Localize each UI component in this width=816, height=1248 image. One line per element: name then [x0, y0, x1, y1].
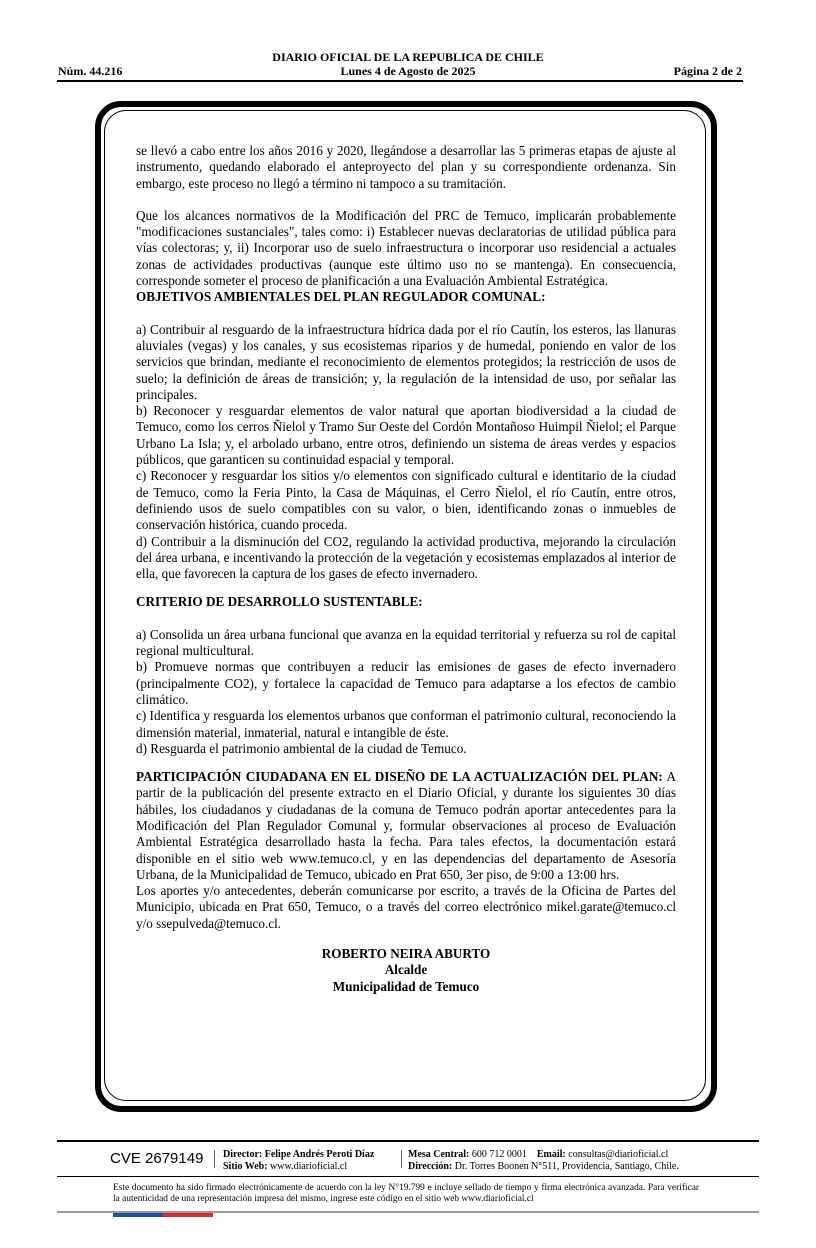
- director-name: Felipe Andrés Peroti Díaz: [264, 1149, 375, 1160]
- footer-rule-secondary: [57, 1176, 759, 1177]
- criterion-d: d) Resguarda el patrimonio ambiental de la ciudad de Temuco.: [136, 740, 467, 756]
- footer-rule: [57, 1140, 759, 1142]
- paragraph-intro: se llevó a cabo entre los años 2016 y 2020, llegándose a desarrollar las 5 primeras etapas de ajuste al instrumento, quedando elaborado el anteproyecto del plan y su correspondiente ordenanza. Sin embargo, este proceso no llegó a término ni tampoco a su tramitación.: [136, 143, 676, 191]
- participacion-text: A partir de la publicación del presente extracto en el Diario Oficial, y durante los siguientes 30 días hábiles, los ciudadanos y ciudadanas de la comuna de Temuco podrán aportar antecedentes para la Modificación del Plan Regulador Comunal y, formular observaciones al proceso de Evaluación Ambiental Estratégica desarrollado hasta la fecha. Para tales efectos, la documentación estará disponible en el sitio web www.temuco.cl, y en las dependencias del departamento de Asesoría Urbana, de la Municipalidad de Temuco, ubicado en Prat 650, 3er piso, de 9:00 a 13:00 hrs.: [136, 769, 677, 882]
- paragraph-participacion: [136, 769, 676, 883]
- director-label: Director:: [223, 1149, 263, 1160]
- footer-divider: [401, 1150, 402, 1168]
- signature-block: [136, 946, 676, 995]
- mesa-label: Mesa Central:: [408, 1149, 470, 1160]
- paragraph-aportes: Los aportes y/o antecedentes, deberán comunicarse por escrito, a través de la Oficina de Partes del Municipio, ubicada en Prat 650, Temuco, o a través del correo electrónico mikel.garate@temuco.cl y/o ssepulveda@temuco.cl.: [136, 883, 676, 931]
- issue-date: Lunes 4 de Agosto de 2025: [340, 64, 476, 78]
- page-indicator: Página 2 de 2: [673, 64, 742, 78]
- heading-criterio: CRITERIO DE DESARROLLO SUSTENTABLE:: [136, 594, 423, 610]
- signer-name: ROBERTO NEIRA ABURTO: [321, 946, 491, 962]
- objective-c: c) Reconocer y resguardar los sitios y/o elementos con significado cultural e identitario de la ciudad de Temuco, como la Feria Pinto, la Casa de Máquinas, el Cerro Ñielol, el río Cautín, entre otros, definiendo usos de suelo compatibles con su valor, o bien, identificando zonas o inmuebles de conservación histórica, cuando proceda.: [136, 468, 676, 533]
- heading-participacion: PARTICIPACIÓN CIUDADANA EN EL DISEÑO DE LA ACTUALIZACIÓN DEL PLAN:: [136, 769, 663, 785]
- criterion-b: b) Promueve normas que contribuyen a reducir las emisiones de gases de efecto invernadero (principalmente CO2), y fortalece la capacidad de Temuco para adaptarse a los efectos de cambio climático.: [136, 659, 676, 707]
- document-body: [136, 143, 676, 995]
- address-label: Dirección:: [408, 1160, 453, 1172]
- legal-notice: Este documento ha sido firmado electrónicamente de acuerdo con la ley N°19.799 e incluye sellado de tiempo y firma electrónica avanzada. Para verificar la autenticidad de una representación impresa del mismo, ingrese este código en el sitio web www.diarioficial.cl: [113, 1183, 699, 1204]
- web-label: Sitio Web:: [223, 1160, 268, 1172]
- objective-d: d) Contribuir a la disminución del CO2, regulando la actividad productiva, mejorando la circulación del área urbana, e incentivando la protección de la vegetación y ecosistemas emplazados al interior de ella, que favorecen la captura de los gases de efecto invernadero.: [136, 533, 676, 582]
- signer-role: Alcalde: [384, 962, 428, 978]
- flag-blue-bar: [113, 1213, 163, 1217]
- newspaper-title: DIARIO OFICIAL DE LA REPUBLICA DE CHILE: [272, 50, 544, 64]
- flag-red-bar: [163, 1213, 213, 1217]
- paragraph-alcances: Que los alcances normativos de la Modificación del PRC de Temuco, implicarán probablemente "modificaciones sustanciales", tales como: i) Establecer nuevas declaratorias de utilidad pública para vías colectoras; y, ii) Incorporar uso de suelo infraestructura o incorporar uso residencial a actuales zonas de actividades productivas (aunque este último uso no se mantenga). En consecuencia, corresponde someter el proceso de planificación a una Evaluación Ambiental Estratégica.: [136, 207, 676, 289]
- email-link[interactable]: consultas@diarioficial.cl: [568, 1149, 669, 1160]
- address-value: Dr. Torres Boonen N°511, Providencia, Santiago, Chile.: [454, 1160, 679, 1172]
- signer-organization: Municipalidad de Temuco: [332, 978, 480, 994]
- footer-divider: [214, 1150, 215, 1168]
- heading-objetivos: OBJETIVOS AMBIENTALES DEL PLAN REGULADOR COMUNAL:: [136, 289, 546, 305]
- issue-number: Núm. 44.216: [58, 64, 123, 78]
- web-link[interactable]: www.diarioficial.cl: [270, 1160, 348, 1172]
- criterion-a: a) Consolida un área urbana funcional que avanza en la equidad territorial y refuerza su rol de capital regional multicultural.: [136, 626, 676, 659]
- header-rule: [57, 80, 743, 82]
- footer-contact-block: [408, 1149, 679, 1172]
- objective-a: a) Contribuir al resguardo de la infraestructura hídrica dada por el río Cautín, los esteros, las llanuras aluviales (vegas) y los canales, y sus ecosistemas riparios y de humedal, poniendo en valor de los servicios que brindan, mediante el reconocimiento de elementos protegidos; la restricción de usos de suelo; la definición de áreas de transición; y, la regulación de la intensidad de uso, por señalar las principales.: [136, 321, 676, 402]
- criterion-c: c) Identifica y resguarda los elementos urbanos que conforman el patrimonio cultural, reconociendo la dimensión material, inmaterial, natural e intangible de éste.: [136, 708, 676, 740]
- footer-director-block: [223, 1149, 374, 1172]
- objective-b: b) Reconocer y resguardar elementos de valor natural que aportan biodiversidad a la ciudad de Temuco, como los cerros Ñielol y Tramo Sur Oeste del Cordón Montañoso Huimpil Ñielol; el Parque Urbano La Isla; y, el arbolado urbano, entre otros, definiendo un sistema de áreas verdes y espacios públicos, que garanticen su continuidad espacial y temporal.: [136, 403, 676, 468]
- mesa-phone: 600 712 0001: [471, 1149, 527, 1160]
- cve-code: CVE 2679149: [110, 1150, 204, 1167]
- email-label: Email:: [536, 1149, 566, 1160]
